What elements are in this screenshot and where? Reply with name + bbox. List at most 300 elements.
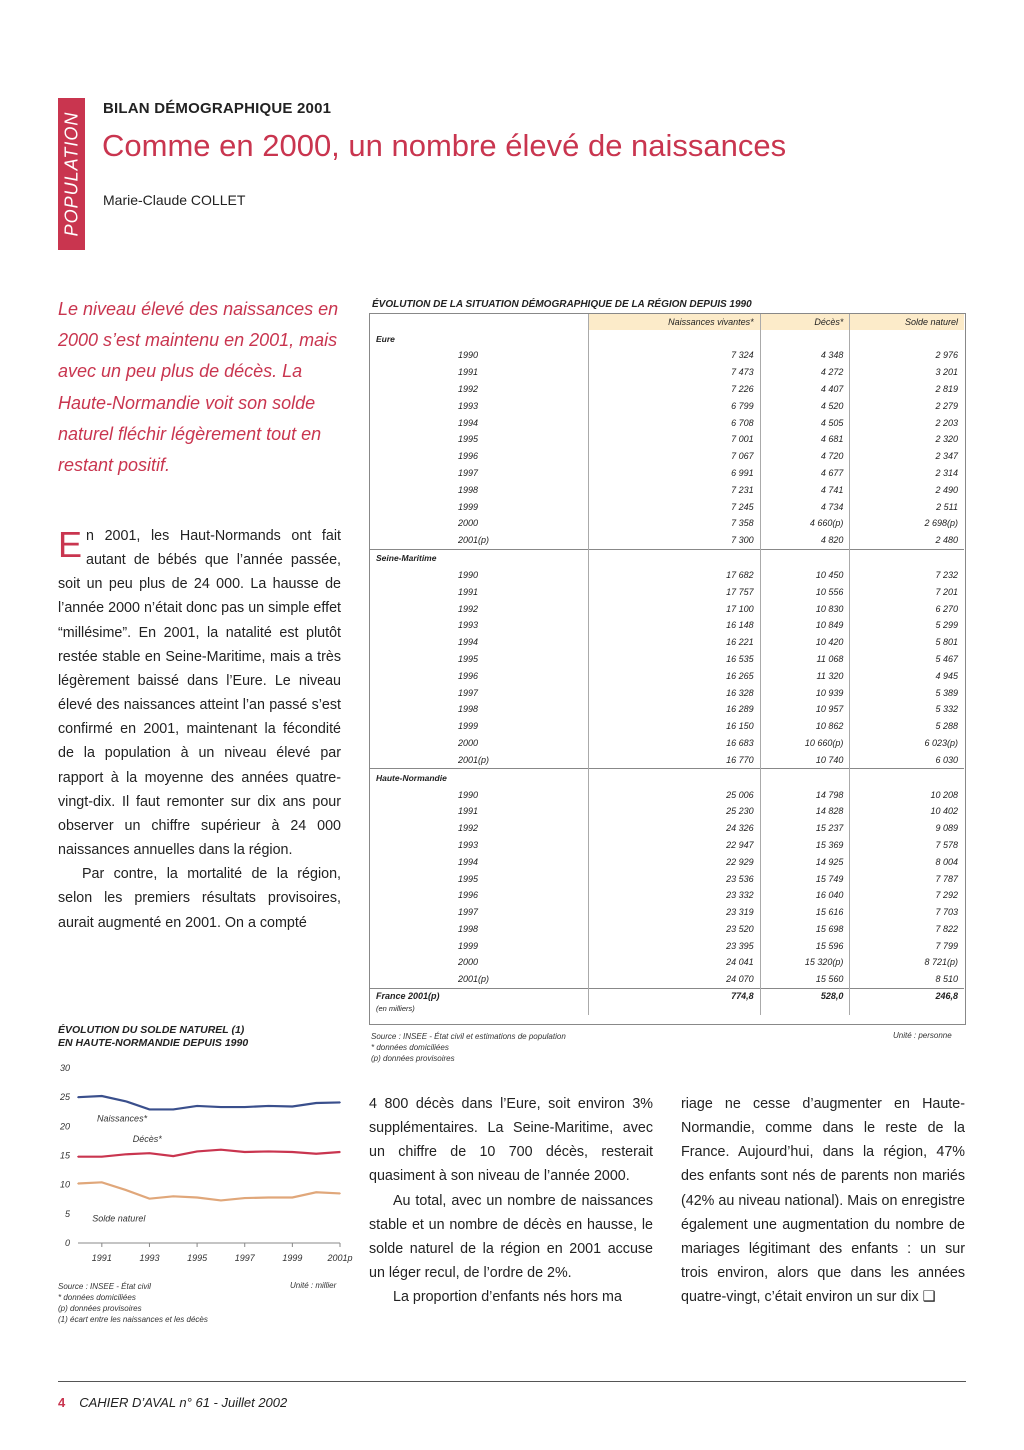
table-cell: 7 703 <box>850 904 964 921</box>
data-point <box>149 1109 151 1111</box>
table-row <box>370 651 964 668</box>
table-cell <box>850 1003 964 1015</box>
table-source-line: (p) données provisoires <box>371 1054 455 1063</box>
paragraph-4-end: riage ne cesse d’augmenter en Haute-Normandie, comme dans le reste de la France. Aujourd’hui, dans la région, 47% des enfants sont nés de parents non mariés (42% au niveau national). Mais on enregistre également une augmentation du nombre de mariages légitimant des enfants : un sur trois environ, alors que dans les années quatre-vingt, c’était environ un sur dix ❑ <box>681 1096 965 1306</box>
series-label: Décès* <box>132 1134 162 1145</box>
table-cell: 23 395 <box>589 937 761 954</box>
table-cell: 6 030 <box>850 751 964 768</box>
table-row <box>370 634 964 651</box>
paragraph-3: Au total, avec un nombre de naissances stable et un nombre de décès en hausse, le solde naturel de la région en 2001 accuse un léger recul, de l’ordre de 2%. <box>369 1192 653 1282</box>
table-row <box>370 600 964 617</box>
table-row <box>370 364 964 381</box>
france-value: 774,8 <box>589 988 761 1003</box>
table-header-row <box>370 314 964 330</box>
table-cell: 2 203 <box>850 414 964 431</box>
table-cell: 2 819 <box>850 381 964 398</box>
table-cell: 7 578 <box>850 837 964 854</box>
line-chart <box>50 1060 353 1270</box>
table-cell: 16 040 <box>760 887 850 904</box>
year-cell: 1991 <box>458 367 479 378</box>
table-cell <box>850 330 964 347</box>
data-point <box>101 1182 103 1184</box>
table-row <box>370 701 964 718</box>
table-cell: 8 721(p) <box>850 954 964 971</box>
year-cell: 2001(p) <box>458 974 490 985</box>
table-row <box>370 448 964 465</box>
table-cell: 17 100 <box>589 600 761 617</box>
year-cell: 1991 <box>458 806 479 817</box>
table-cell: 17 682 <box>589 567 761 584</box>
table-cell: 16 328 <box>589 684 761 701</box>
table-cell: 10 556 <box>760 583 850 600</box>
demographic-table <box>370 314 964 1015</box>
table-cell: 7 245 <box>589 498 761 515</box>
table-cell: 14 925 <box>760 853 850 870</box>
table-cell: 16 770 <box>589 751 761 768</box>
table-cell: 4 660(p) <box>760 515 850 532</box>
table-group-row <box>370 330 964 347</box>
table-cell: 22 929 <box>589 853 761 870</box>
year-cell: 1991 <box>458 586 479 597</box>
data-point <box>172 1155 174 1157</box>
data-point <box>101 1156 103 1158</box>
table-row <box>370 735 964 752</box>
y-tick-label: 15 <box>59 1150 70 1161</box>
publication-info: CAHIER D’AVAL n° 61 - Juillet 2002 <box>79 1395 288 1410</box>
table-cell: 7 226 <box>589 381 761 398</box>
y-tick-label: 10 <box>59 1179 70 1190</box>
table-source <box>371 1031 566 1064</box>
paragraph-1-text: n 2001, les Haut-Normands ont fait autant de bébés que l’année passée, soit un peu plus de 24 000. La hausse de l’année 2000 n’était donc pas un simple effet “millésime”. En 2001, la natalité est plutôt restée stable en Seine-Maritime, mais a très légèrement baissé dans l’Eure. Le niveau élevé des naissances atteint l’an passé s’est confirmé en 2001, maintenant la fécondité de la population à un niveau élevé par rapport à la moyenne des années quatre-vingt-dix. Il faut remonter sur dix ans pour observer un chiffre supérieur à 24 000 naissances annuelles dans la région. <box>58 528 341 859</box>
year-cell: 1998 <box>458 923 479 934</box>
paragraph-2-end: 4 800 décès dans l’Eure, soit environ 3% supplémentaires. La Seine-Maritime, avec un chiffre de 10 700 décès, resterait quasiment à son niveau de l’année 2000. <box>369 1096 653 1185</box>
table-cell: 15 616 <box>760 904 850 921</box>
table-row <box>370 481 964 498</box>
series-line <box>78 1182 340 1200</box>
data-point <box>268 1197 270 1199</box>
table-cell: 4 720 <box>760 448 850 465</box>
table-cell: 16 535 <box>589 651 761 668</box>
chart-source-line: Source : INSEE - État civil <box>58 1282 151 1291</box>
x-tick-label: 1997 <box>234 1253 255 1263</box>
data-point <box>292 1197 294 1199</box>
data-point <box>125 1154 127 1156</box>
table-cell: 4 272 <box>760 364 850 381</box>
table-cell: 16 148 <box>589 617 761 634</box>
data-point <box>244 1197 246 1199</box>
table-row <box>370 498 964 515</box>
table-cell: 10 740 <box>760 751 850 768</box>
table-cell: 6 991 <box>589 465 761 482</box>
data-point <box>315 1153 317 1155</box>
table-cell: 14 798 <box>760 786 850 803</box>
column-header-solde: Solde naturel <box>850 314 964 330</box>
table-cell: 17 757 <box>589 583 761 600</box>
data-point <box>220 1149 222 1151</box>
france-unit-note: (en milliers) <box>376 1004 415 1014</box>
year-cell: 1995 <box>458 434 479 445</box>
table-cell: 25 230 <box>589 803 761 820</box>
year-cell: 2000 <box>458 957 479 968</box>
table-cell: 23 536 <box>589 870 761 887</box>
table-row <box>370 937 964 954</box>
table-cell: 6 799 <box>589 397 761 414</box>
table-row <box>370 397 964 414</box>
table-cell: 10 862 <box>760 718 850 735</box>
table-cell <box>850 769 964 787</box>
table-cell: 16 221 <box>589 634 761 651</box>
table-group-row <box>370 549 964 567</box>
table-cell: 7 799 <box>850 937 964 954</box>
page-title: Comme en 2000, un nombre élevé de naissances <box>102 128 787 163</box>
year-cell: 2000 <box>458 737 479 748</box>
lead-paragraph: Le niveau élevé des naissances en 2000 s’est maintenu en 2001, mais avec un peu plus de décès. La Haute-Normandie voit son solde naturel fléchir légèrement tout en restant positif. <box>58 299 339 476</box>
table-cell: 8 004 <box>850 853 964 870</box>
year-cell: 1993 <box>458 839 479 850</box>
table-row <box>370 667 964 684</box>
table-cell: 7 300 <box>589 532 761 549</box>
table-row <box>370 414 964 431</box>
table-cell: 10 957 <box>760 701 850 718</box>
table-cell: 7 358 <box>589 515 761 532</box>
table-cell: 3 201 <box>850 364 964 381</box>
paragraph-2-start: Par contre, la mortalité de la région, selon les premiers résultats provisoires, aurait augmenté en 2001. On a compté <box>58 866 341 931</box>
data-point <box>268 1105 270 1107</box>
year-cell: 1997 <box>458 907 479 918</box>
table-cell: 2 698(p) <box>850 515 964 532</box>
data-point <box>196 1151 198 1153</box>
chart-source <box>58 1281 208 1325</box>
table-cell: 15 596 <box>760 937 850 954</box>
table-cell: 14 828 <box>760 803 850 820</box>
table-cell: 15 560 <box>760 971 850 988</box>
group-label: Eure <box>376 333 395 344</box>
section-tab <box>58 98 85 250</box>
table-row <box>370 381 964 398</box>
table-cell: 7 292 <box>850 887 964 904</box>
table-cell: 5 332 <box>850 701 964 718</box>
table-cell: 4 681 <box>760 431 850 448</box>
data-point <box>244 1106 246 1108</box>
data-point <box>196 1105 198 1107</box>
table-cell: 24 326 <box>589 820 761 837</box>
year-cell: 1996 <box>458 451 479 462</box>
x-tick-label: 1993 <box>139 1253 160 1263</box>
y-tick-label: 5 <box>64 1208 70 1219</box>
france-label: France 2001(p) <box>370 988 589 1003</box>
france-value: 528,0 <box>760 988 850 1003</box>
table-cell: 4 820 <box>760 532 850 549</box>
year-cell: 1992 <box>458 383 479 394</box>
chart-source-line: * données domiciliées <box>58 1293 136 1302</box>
year-cell: 1993 <box>458 400 479 411</box>
chart-title-line: EN HAUTE-NORMANDIE DEPUIS 1990 <box>58 1037 249 1049</box>
table-unit: Unité : personne <box>893 1031 952 1040</box>
table-cell: 11 320 <box>760 667 850 684</box>
table-cell: 7 787 <box>850 870 964 887</box>
data-point <box>220 1200 222 1202</box>
series-label: Naissances* <box>97 1113 148 1124</box>
year-cell: 2000 <box>458 518 479 529</box>
chart-source-line: (p) données provisoires <box>58 1304 142 1313</box>
data-point <box>149 1198 151 1200</box>
data-point <box>339 1151 341 1153</box>
table-row <box>370 684 964 701</box>
france-row <box>370 988 964 1003</box>
year-cell: 1997 <box>458 467 479 478</box>
series-label: Solde naturel <box>92 1213 146 1224</box>
table-cell: 10 830 <box>760 600 850 617</box>
table-cell: 7 231 <box>589 481 761 498</box>
table-header-blank <box>370 314 589 330</box>
x-tick-label: 1999 <box>282 1253 303 1263</box>
table-row <box>370 431 964 448</box>
year-cell: 1999 <box>458 721 479 732</box>
page-number: 4 <box>58 1395 66 1410</box>
section-tab-label: POPULATION <box>61 111 81 237</box>
table-cell: 16 265 <box>589 667 761 684</box>
table-cell: 6 270 <box>850 600 964 617</box>
table-row <box>370 465 964 482</box>
footer <box>58 1395 287 1410</box>
table-cell: 4 741 <box>760 481 850 498</box>
table-cell: 22 947 <box>589 837 761 854</box>
table-row <box>370 887 964 904</box>
table-cell <box>760 769 850 787</box>
data-point <box>292 1151 294 1153</box>
table-cell: 2 480 <box>850 532 964 549</box>
year-cell: 1990 <box>458 789 479 800</box>
table-row <box>370 583 964 600</box>
table-row <box>370 954 964 971</box>
table-cell: 4 505 <box>760 414 850 431</box>
year-cell: 1993 <box>458 620 479 631</box>
table-cell: 23 332 <box>589 887 761 904</box>
column-header-naissances: Naissances vivantes* <box>589 314 761 330</box>
x-tick-label: 1995 <box>187 1253 208 1263</box>
table-cell: 23 520 <box>589 921 761 938</box>
table-cell: 16 150 <box>589 718 761 735</box>
table-cell: 10 939 <box>760 684 850 701</box>
series-line <box>78 1096 340 1109</box>
table-cell: 2 976 <box>850 347 964 364</box>
table-cell: 4 945 <box>850 667 964 684</box>
year-cell: 2001(p) <box>458 754 490 765</box>
table-cell: 10 660(p) <box>760 735 850 752</box>
year-cell: 1998 <box>458 704 479 715</box>
year-cell: 1999 <box>458 501 479 512</box>
table-cell: 15 698 <box>760 921 850 938</box>
year-cell: 1996 <box>458 890 479 901</box>
column-header-deces: Décès* <box>760 314 850 330</box>
body-column-2 <box>369 1092 653 1309</box>
table-cell: 15 369 <box>760 837 850 854</box>
year-cell: 1998 <box>458 484 479 495</box>
table-cell: 4 407 <box>760 381 850 398</box>
table-source-line: * données domiciliées <box>371 1043 449 1052</box>
table-cell: 24 041 <box>589 954 761 971</box>
chart-title-line: ÉVOLUTION DU SOLDE NATUREL (1) <box>58 1024 245 1036</box>
table-cell: 10 208 <box>850 786 964 803</box>
year-cell: 1994 <box>458 637 479 648</box>
body-column-1 <box>58 524 341 935</box>
data-point <box>101 1095 103 1097</box>
table-row <box>370 617 964 634</box>
series-line <box>78 1150 340 1157</box>
data-point <box>125 1189 127 1191</box>
kicker: BILAN DÉMOGRAPHIQUE 2001 <box>103 100 332 117</box>
table-cell: 10 420 <box>760 634 850 651</box>
paragraph-4-start: La proportion d’enfants nés hors ma <box>393 1289 622 1306</box>
data-point <box>339 1102 341 1104</box>
year-cell: 1995 <box>458 873 479 884</box>
table-cell: 5 389 <box>850 684 964 701</box>
data-point <box>315 1102 317 1104</box>
x-tick-label: 2001p <box>327 1253 353 1263</box>
year-cell: 1992 <box>458 603 479 614</box>
table-row <box>370 870 964 887</box>
data-point <box>172 1196 174 1198</box>
group-label: Haute-Normandie <box>370 769 589 787</box>
data-point <box>339 1193 341 1195</box>
table-group-row <box>370 769 964 787</box>
data-point <box>77 1156 79 1158</box>
data-point <box>77 1183 79 1185</box>
table-cell <box>589 330 761 347</box>
year-cell: 1999 <box>458 940 479 951</box>
table-cell <box>589 1003 761 1015</box>
table-row <box>370 786 964 803</box>
table-cell: 2 490 <box>850 481 964 498</box>
france-sub-row <box>370 1003 964 1015</box>
table-row <box>370 803 964 820</box>
y-tick-label: 25 <box>59 1092 70 1103</box>
chart-unit: Unité : millier <box>290 1281 337 1290</box>
year-cell: 2001(p) <box>458 535 490 546</box>
table-row <box>370 567 964 584</box>
table-cell: 5 801 <box>850 634 964 651</box>
body-column-3 <box>681 1092 965 1309</box>
x-tick-label: 1991 <box>91 1253 112 1263</box>
table-cell: 5 288 <box>850 718 964 735</box>
table-cell: 16 289 <box>589 701 761 718</box>
table-cell <box>760 330 850 347</box>
table-title: ÉVOLUTION DE LA SITUATION DÉMOGRAPHIQUE DE LA RÉGION DEPUIS 1990 <box>372 299 752 310</box>
table-cell: 15 320(p) <box>760 954 850 971</box>
table-cell <box>589 549 761 567</box>
table-cell: 7 232 <box>850 567 964 584</box>
data-point <box>125 1100 127 1102</box>
table-cell <box>760 549 850 567</box>
table-cell: 2 314 <box>850 465 964 482</box>
table-cell: 5 299 <box>850 617 964 634</box>
table-cell: 23 319 <box>589 904 761 921</box>
data-point <box>244 1151 246 1153</box>
dropcap: E <box>58 524 83 565</box>
table-cell: 10 849 <box>760 617 850 634</box>
y-tick-label: 20 <box>59 1121 70 1132</box>
group-label: Seine-Maritime <box>370 549 589 567</box>
table-cell: 15 749 <box>760 870 850 887</box>
table-row <box>370 921 964 938</box>
table-row <box>370 718 964 735</box>
table-cell: 24 070 <box>589 971 761 988</box>
table-cell: 7 001 <box>589 431 761 448</box>
table-cell: 2 279 <box>850 397 964 414</box>
table-cell: 2 511 <box>850 498 964 515</box>
year-cell: 1995 <box>458 653 479 664</box>
table-row <box>370 532 964 549</box>
footer-rule <box>58 1381 966 1382</box>
table-cell: 4 677 <box>760 465 850 482</box>
paragraph-1 <box>58 524 341 862</box>
year-cell: 1990 <box>458 350 479 361</box>
data-point <box>315 1191 317 1193</box>
year-cell: 1992 <box>458 823 479 834</box>
table-source-line: Source : INSEE - État civil et estimations de population <box>371 1032 566 1041</box>
table-cell: 7 324 <box>589 347 761 364</box>
table-row <box>370 751 964 768</box>
table-cell <box>850 549 964 567</box>
table-cell <box>589 769 761 787</box>
france-value: 246,8 <box>850 988 964 1003</box>
table-cell: 2 347 <box>850 448 964 465</box>
table-cell: 6 023(p) <box>850 735 964 752</box>
table-cell: 7 473 <box>589 364 761 381</box>
table-cell: 8 510 <box>850 971 964 988</box>
table-cell: 2 320 <box>850 431 964 448</box>
table-row <box>370 347 964 364</box>
table-cell <box>760 1003 850 1015</box>
table-cell: 11 068 <box>760 651 850 668</box>
table-row <box>370 515 964 532</box>
table-cell: 25 006 <box>589 786 761 803</box>
year-cell: 1997 <box>458 687 479 698</box>
table-cell: 16 683 <box>589 735 761 752</box>
table-cell: 5 467 <box>850 651 964 668</box>
chart-title <box>58 1024 248 1050</box>
data-point <box>268 1151 270 1153</box>
year-cell: 1994 <box>458 856 479 867</box>
y-tick-label: 0 <box>64 1238 70 1248</box>
data-point <box>292 1106 294 1108</box>
table-cell: 7 822 <box>850 921 964 938</box>
chart-source-line: (1) écart entre les naissances et les décès <box>58 1315 208 1324</box>
table-cell: 7 067 <box>589 448 761 465</box>
table-row <box>370 837 964 854</box>
table-cell: 6 708 <box>589 414 761 431</box>
data-point <box>172 1109 174 1111</box>
table-cell: 10 450 <box>760 567 850 584</box>
table-cell: 7 201 <box>850 583 964 600</box>
year-cell: 1996 <box>458 670 479 681</box>
data-point <box>220 1106 222 1108</box>
y-tick-label: 30 <box>59 1063 70 1073</box>
table-row <box>370 853 964 870</box>
table-row <box>370 904 964 921</box>
table-cell: 9 089 <box>850 820 964 837</box>
data-point <box>149 1152 151 1154</box>
table-cell: 10 402 <box>850 803 964 820</box>
table-cell: 4 520 <box>760 397 850 414</box>
author: Marie-Claude COLLET <box>103 192 246 208</box>
table-cell: 4 348 <box>760 347 850 364</box>
year-cell: 1990 <box>458 569 479 580</box>
data-point <box>77 1096 79 1098</box>
table-cell: 15 237 <box>760 820 850 837</box>
year-cell: 1994 <box>458 417 479 428</box>
table-row <box>370 820 964 837</box>
